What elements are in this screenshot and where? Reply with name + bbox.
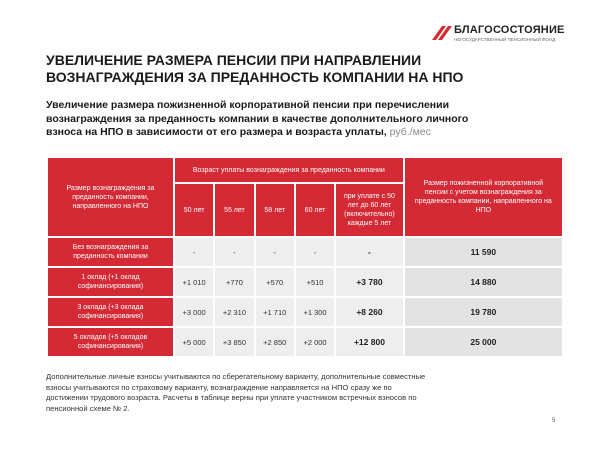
page-number: 5 xyxy=(552,418,556,424)
table-cell-total: 11 590 xyxy=(405,238,562,266)
table-cell: +5 000 xyxy=(175,328,213,356)
table-cell: +1 300 xyxy=(296,298,334,326)
footnote-line: взносы учитываются по страховому варианту, вознаграждение направляется на НПО сразу же по xyxy=(46,382,392,392)
page-subtitle xyxy=(46,99,566,140)
table-header-age: 58 лет xyxy=(256,184,294,236)
subtitle-line xyxy=(46,126,566,140)
table-cell: +2 850 xyxy=(256,328,294,356)
logo-mark-icon xyxy=(430,24,452,42)
table-cell: +2 000 xyxy=(296,328,334,356)
table-cell: - xyxy=(296,238,334,266)
subtitle-line: вознаграждения за преданность компании в качестве дополнительного личного xyxy=(46,112,469,125)
footnote-line: Дополнительные личные взносы учитываются по сберегательному варианту, дополнительные совместные xyxy=(46,372,426,381)
table-cell-total: 25 000 xyxy=(405,328,562,356)
table-cell-total: 14 880 xyxy=(405,268,562,296)
table-header-age: при уплате с 50 лет до 60 лет (включительно) каждые 5 лет xyxy=(336,184,403,236)
table-header-amount: Размер вознаграждения за преданность компании, направленного на НПО xyxy=(48,158,173,236)
table-row-label: Без вознаграждения за преданность компании xyxy=(48,238,173,266)
table-row xyxy=(48,268,562,296)
table-cell: +570 xyxy=(256,268,294,296)
table-cell: +3 000 xyxy=(175,298,213,326)
page-title xyxy=(46,52,466,86)
page-title-line: ВОЗНАГРАЖДЕНИЯ ЗА ПРЕДАННОСТЬ КОМПАНИИ НА НПО xyxy=(46,69,464,85)
table-cell: - xyxy=(215,238,253,266)
table-row xyxy=(48,298,562,326)
table-header-age: 55 лет xyxy=(215,184,253,236)
table-header-age: 60 лет xyxy=(296,184,334,236)
table-row-label: 5 окладов (+5 окладов софинансирования) xyxy=(48,328,173,356)
table-header-pension: Размер пожизненной корпоративной пенсии с учетом вознаграждения за преданность компании, направленного на НПО xyxy=(405,158,562,236)
table-cell: +12 800 xyxy=(336,328,403,356)
table-cell: +2 310 xyxy=(215,298,253,326)
logo-name: БЛАГОСОСТОЯНИЕ xyxy=(454,24,565,36)
logo-tagline: НЕГОСУДАРСТВЕННЫЙ ПЕНСИОННЫЙ ФОНД xyxy=(454,37,556,42)
footnote-line: пенсионной схеме № 2. xyxy=(46,403,130,413)
table-header-age: 50 лет xyxy=(175,184,213,236)
table-cell-total: 19 780 xyxy=(405,298,562,326)
table-cell: +1 710 xyxy=(256,298,294,326)
subtitle-line: Увеличение размера пожизненной корпоративной пенсии при перечислении xyxy=(46,99,450,111)
table-cell: +8 260 xyxy=(336,298,403,326)
footnote-line: достижении трудового возраста. Расчеты в таблице верны при уплате участником встречных взносов по xyxy=(46,393,417,402)
table-cell: +3 780 xyxy=(336,268,403,296)
footnote xyxy=(46,372,556,414)
page-title-line: УВЕЛИЧЕНИЕ РАЗМЕРА ПЕНСИИ ПРИ НАПРАВЛЕНИИ xyxy=(46,52,422,68)
table-cell: +510 xyxy=(296,268,334,296)
table-row xyxy=(48,238,562,266)
subtitle-unit: руб./мес xyxy=(389,126,431,138)
table-header-age-group: Возраст уплаты вознаграждения за преданность компании xyxy=(175,158,403,182)
pension-table xyxy=(46,156,564,358)
subtitle-text: взноса на НПО в зависимости от его размера и возраста уплаты, xyxy=(46,126,387,138)
table-row-label: 1 оклад (+1 оклад софинансирования) xyxy=(48,268,173,296)
table-cell: - xyxy=(256,238,294,266)
table-row-label: 3 оклада (+3 оклада софинансирования) xyxy=(48,298,173,326)
table-cell: - xyxy=(336,238,403,266)
table-row xyxy=(48,328,562,356)
table-cell: +770 xyxy=(215,268,253,296)
logo xyxy=(430,22,580,46)
table-cell: +1 010 xyxy=(175,268,213,296)
table-cell: - xyxy=(175,238,213,266)
table-cell: +3 850 xyxy=(215,328,253,356)
